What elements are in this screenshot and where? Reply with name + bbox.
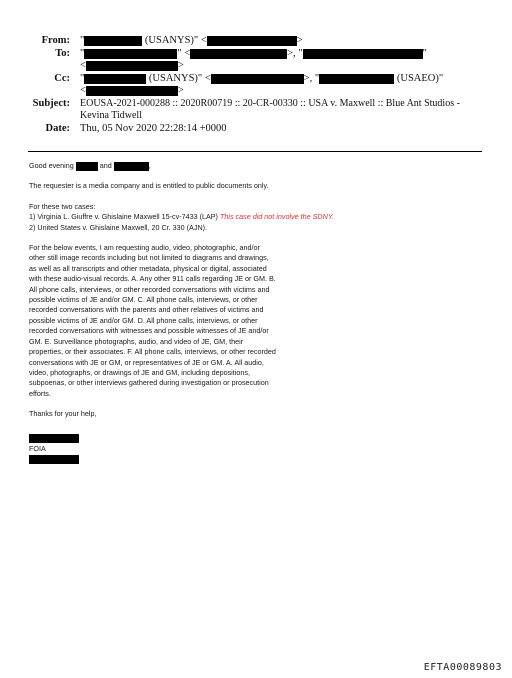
redaction <box>84 36 142 46</box>
cc-value-line2: < > <box>80 85 184 96</box>
request-line: possible victims of JE and/or GM. C. All phone calls, interviews, or other <box>29 295 258 305</box>
signature <box>29 434 359 465</box>
request-line: conversations with JE or GM, or representatives of JE or GM. A. All audio, <box>29 357 264 367</box>
date-label: Date: <box>45 123 70 134</box>
from-value: " (USANYS)" < > <box>80 35 303 46</box>
subject-line-2: Kevina Tidwell <box>80 110 142 121</box>
redaction <box>86 86 178 96</box>
closing: Thanks for your help, <box>29 409 97 419</box>
case-item-1: 1) Virginia L. Giuffre v. Ghislaine Maxwell 15-cv-7433 (LAP) This case did not involve the SDNY. <box>29 212 334 222</box>
request-line: recorded conversations with the parents and other relatives of victims and <box>29 305 264 315</box>
email-header <box>0 0 512 140</box>
request-line: recorded conversations with witnesses and possible witnesses of JE and/or <box>29 326 269 336</box>
request-line: subpoenas, or other interviews gathered during investigation or prosecution <box>29 378 269 388</box>
redaction <box>29 434 79 443</box>
redaction <box>76 162 98 171</box>
redaction <box>207 36 297 46</box>
request-line: efforts. <box>29 388 51 398</box>
redaction <box>86 61 178 71</box>
case-item-2: 2) United States v. Ghislaine Maxwell, 20 Cr. 330 (AJN). <box>29 222 208 232</box>
redaction <box>303 49 423 59</box>
redaction <box>114 162 149 171</box>
cc-value: " (USANYS)" < >, " (USAEO)" <box>80 73 444 84</box>
redaction <box>319 74 394 84</box>
from-label: From: <box>41 35 70 46</box>
request-line: as well as all transcripts and other metadata, physical or digital, associated <box>29 263 267 273</box>
to-value: " " < >, " " <box>80 48 427 59</box>
to-value-line2: < > <box>80 60 184 71</box>
redaction <box>84 74 146 84</box>
request-line: other still image records including but not limited to diagrams and drawings, <box>29 253 269 263</box>
request-line: All phone calls, interviews, or other recorded conversations with victims and <box>29 284 270 294</box>
case-note: This case did not involve the SDNY. <box>219 212 334 222</box>
email-body <box>29 161 359 465</box>
request-line: GM. E. Surveillance photographs, audio, and video of JE, GM, their <box>29 336 244 346</box>
redaction <box>190 49 287 59</box>
request-line: video, photographs, or drawings of JE and GM, including depositions, <box>29 367 250 377</box>
cc-label: Cc: <box>54 73 70 84</box>
request-line: possible victims of JE and/or GM. D. All phone calls, interviews, or other <box>29 315 258 325</box>
request-line: properties, or their associates. F. All phone calls, interviews, or other recorded <box>29 347 276 357</box>
signature-dept: FOIA <box>29 443 46 453</box>
redaction <box>211 74 304 84</box>
request-paragraph <box>29 243 359 399</box>
paragraph-intro: The requester is a media company and is entitled to public documents only. <box>29 181 269 191</box>
to-label: To: <box>55 48 70 59</box>
cases-intro: For these two cases: <box>29 201 96 211</box>
subject-line-1: EOUSA-2021-000288 :: 2020R00719 :: 20-CR-00330 :: USA v. Maxwell :: Blue Ant Studios - <box>80 98 460 109</box>
redaction <box>84 49 177 59</box>
date-value: Thu, 05 Nov 2020 22:28:14 +0000 <box>80 123 227 134</box>
request-line: For the below events, I am requesting audio, video, photographic, and/or <box>29 243 260 253</box>
bates-number: EFTA00089803 <box>423 662 502 673</box>
greeting: Good evening and , <box>29 161 151 170</box>
request-line: with these audio-visual records. A. Any other 911 calls regarding JE or GM. B. <box>29 274 276 284</box>
header-divider <box>28 151 482 152</box>
redaction <box>29 455 79 464</box>
subject-label: Subject: <box>32 98 70 109</box>
